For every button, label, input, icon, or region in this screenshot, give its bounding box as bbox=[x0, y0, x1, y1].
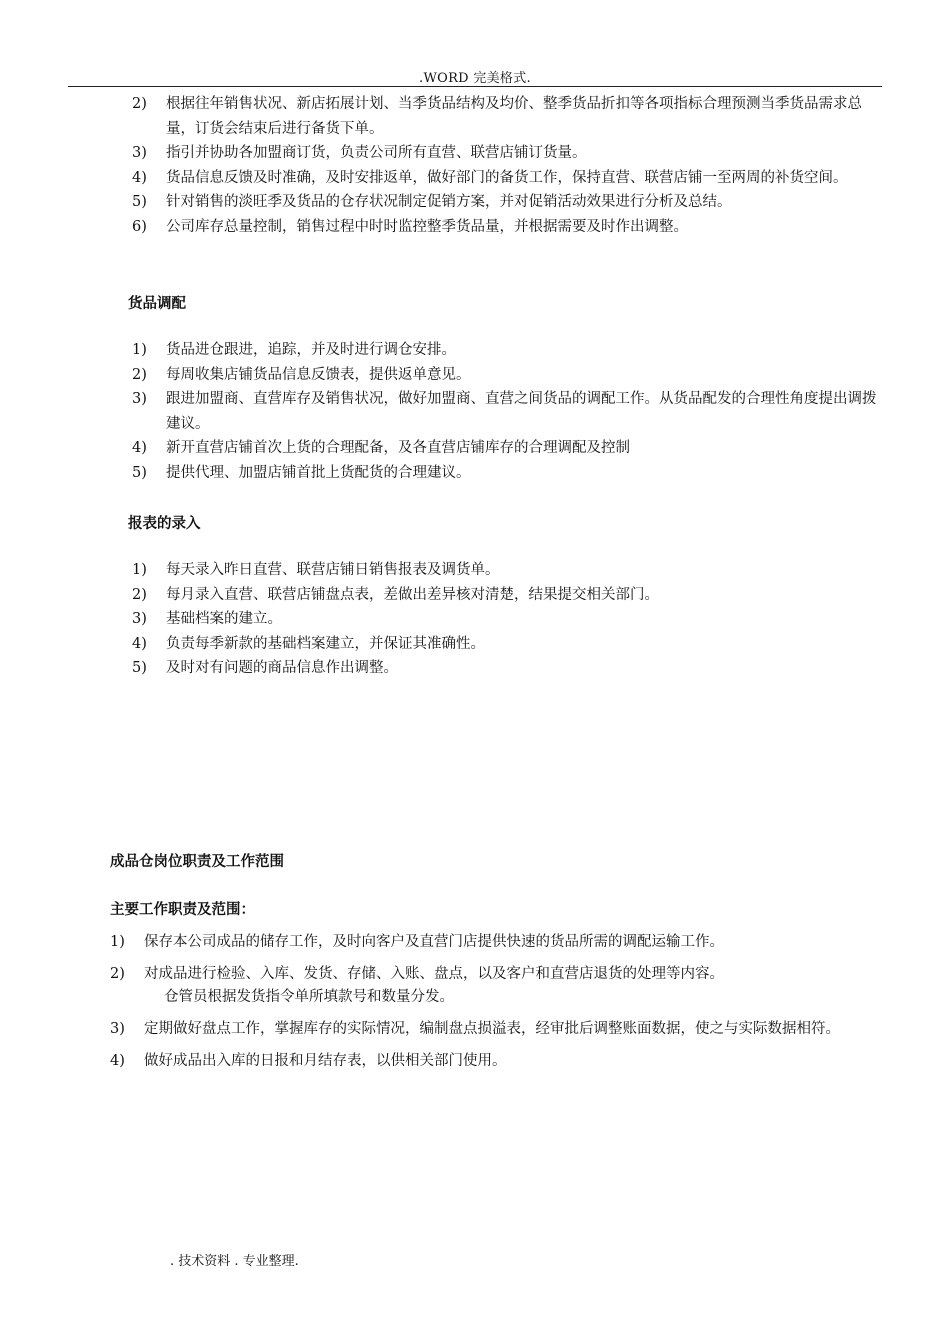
forecast-list bbox=[132, 92, 882, 239]
item-text: 每天录入昨日直营、联营店铺日销售报表及调货单。 bbox=[166, 562, 500, 578]
section-title-allocation: 货品调配 bbox=[128, 296, 186, 312]
list-item bbox=[110, 1050, 882, 1073]
list-item bbox=[110, 1018, 882, 1041]
item-text: 负责每季新款的基础档案建立，并保证其准确性。 bbox=[166, 635, 485, 652]
list-item bbox=[132, 436, 882, 461]
item-number: 3) bbox=[132, 145, 147, 161]
item-text: 基础档案的建立。 bbox=[166, 611, 282, 627]
list-item bbox=[132, 632, 882, 657]
item-note: 仓管员根据发货指令单所填款号和数量分发。 bbox=[164, 989, 454, 1005]
item-number: 4) bbox=[110, 1053, 125, 1069]
item-text: 货品信息反馈及时准确，及时安排返单，做好部门的备货工作，保持直营、联营店铺一至两周的补货空间。 bbox=[166, 169, 848, 186]
warehouse-list bbox=[110, 931, 882, 1082]
item-text: 定期做好盘点工作，掌握库存的实际情况，编制盘点损溢表，经审批后调整账面数据，使之与实际数据相符。 bbox=[144, 1021, 840, 1037]
list-item bbox=[132, 190, 882, 215]
item-number: 5) bbox=[132, 660, 147, 676]
item-text: 货品进仓跟进，追踪，并及时进行调仓安排。 bbox=[166, 342, 456, 358]
list-item bbox=[110, 931, 882, 954]
page-header: .WORD 完美格式. bbox=[419, 71, 531, 86]
item-number: 4) bbox=[132, 635, 147, 652]
item-number: 2) bbox=[132, 366, 147, 383]
section-subtitle-duties: 主要工作职责及范围： bbox=[110, 902, 255, 918]
item-number: 2) bbox=[110, 966, 125, 982]
item-number: 3) bbox=[132, 611, 147, 627]
section-title-warehouse: 成品仓岗位职责及工作范围 bbox=[110, 854, 284, 870]
list-item bbox=[132, 387, 882, 436]
list-item bbox=[132, 656, 882, 681]
item-text: 公司库存总量控制，销售过程中时时监控整季货品量，并根据需要及时作出调整。 bbox=[166, 218, 688, 235]
item-number: 1) bbox=[132, 342, 147, 358]
item-text: 做好成品出入库的日报和月结存表，以供相关部门使用。 bbox=[144, 1053, 507, 1069]
list-item bbox=[132, 558, 882, 583]
page-footer: . 技术资料 . 专业整理. bbox=[170, 1254, 299, 1269]
list-item bbox=[132, 338, 882, 363]
list-item bbox=[132, 363, 882, 388]
item-number: 1) bbox=[110, 934, 125, 950]
list-item bbox=[132, 583, 882, 608]
item-text: 每周收集店铺货品信息反馈表，提供返单意见。 bbox=[166, 366, 471, 383]
section-title-reports: 报表的录入 bbox=[128, 516, 201, 532]
item-text: 针对销售的淡旺季及货品的仓存状况制定促销方案，并对促销活动效果进行分析及总结。 bbox=[166, 194, 732, 210]
item-text: 跟进加盟商、直营库存及销售状况，做好加盟商、直营之间货品的调配工作。从货品配发的合理性角度提出调拨建议。 bbox=[166, 391, 877, 432]
item-number: 4) bbox=[132, 169, 147, 186]
list-item bbox=[132, 141, 882, 166]
item-text: 对成品进行检验、入库、发货、存储、入账、盘点，以及客户和直营店退货的处理等内容。 bbox=[144, 966, 724, 982]
item-text: 保存本公司成品的储存工作，及时向客户及直营门店提供快速的货品所需的调配运输工作。 bbox=[144, 934, 724, 950]
item-text: 新开直营店铺首次上货的合理配备，及各直营店铺库存的合理调配及控制 bbox=[166, 440, 630, 456]
list-item bbox=[132, 92, 882, 141]
item-number: 5) bbox=[132, 194, 147, 210]
header-divider bbox=[68, 86, 882, 87]
list-item bbox=[132, 215, 882, 240]
allocation-list bbox=[132, 338, 882, 485]
item-text: 根据往年销售状况、新店拓展计划、当季货品结构及均价、整季货品折扣等各项指标合理预测当季货品需求总量，订货会结束后进行备货下单。 bbox=[166, 96, 862, 137]
list-item bbox=[132, 461, 882, 486]
item-number: 2) bbox=[132, 586, 147, 603]
item-text: 及时对有问题的商品信息作出调整。 bbox=[166, 660, 398, 676]
list-item bbox=[132, 607, 882, 632]
item-number: 4) bbox=[132, 440, 147, 456]
item-number: 2) bbox=[132, 96, 147, 112]
list-item bbox=[132, 166, 882, 191]
item-number: 5) bbox=[132, 464, 147, 481]
item-number: 6) bbox=[132, 218, 147, 235]
item-text: 指引并协助各加盟商订货，负责公司所有直营、联营店铺订货量。 bbox=[166, 145, 587, 161]
item-number: 3) bbox=[132, 391, 147, 407]
item-number: 1) bbox=[132, 562, 147, 578]
item-number: 3) bbox=[110, 1021, 125, 1037]
item-text: 提供代理、加盟店铺首批上货配货的合理建议。 bbox=[166, 464, 471, 481]
item-text: 每月录入直营、联营店铺盘点表，差做出差异核对清楚，结果提交相关部门。 bbox=[166, 586, 659, 603]
reports-list bbox=[132, 558, 882, 681]
list-item bbox=[110, 963, 882, 1009]
